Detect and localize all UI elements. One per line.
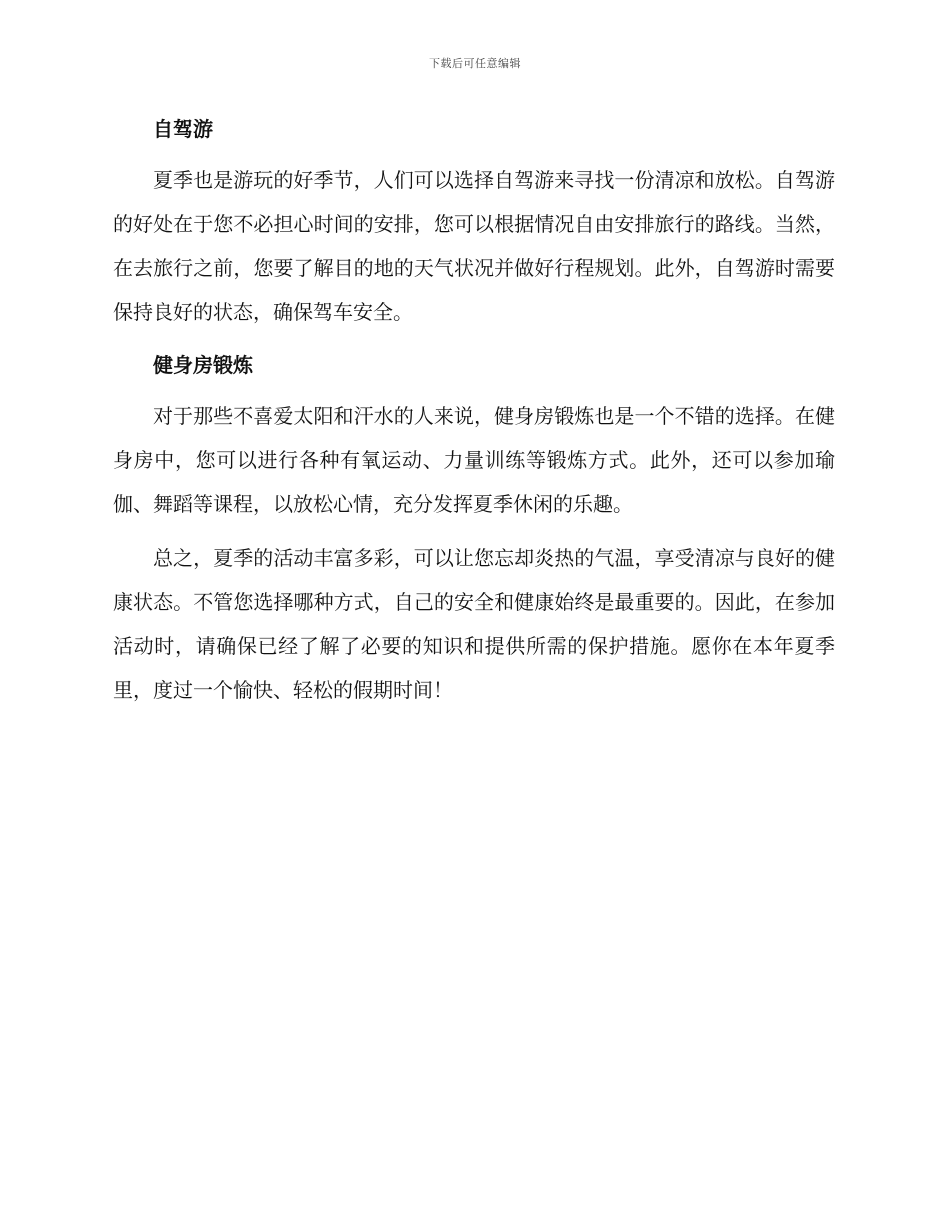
document-body	[113, 108, 835, 722]
header-note: 下载后可任意编辑	[429, 57, 521, 70]
paragraph-self-drive: 夏季也是游玩的好季节，人们可以选择自驾游来寻找一份清凉和放松。自驾游的好处在于您不必担心时间的安排，您可以根据情况自由安排旅行的路线。当然，在去旅行之前，您要了解目的地的天气状况并做好行程规划。此外，自驾游时需要保持良好的状态，确保驾车安全。	[113, 168, 835, 324]
paragraph-gym: 对于那些不喜爱太阳和汗水的人来说，健身房锻炼也是一个不错的选择。在健身房中，您可以进行各种有氧运动、力量训练等锻炼方式。此外，还可以参加瑜伽、舞蹈等课程，以放松心情，充分发挥夏季休闲的乐趣。	[113, 404, 835, 516]
section-heading-self-drive: 自驾游	[153, 117, 213, 141]
paragraph-conclusion: 总之，夏季的活动丰富多彩，可以让您忘却炎热的气温，享受清凉与良好的健康状态。不管您选择哪种方式，自己的安全和健康始终是最重要的。因此，在参加活动时，请确保已经了解了必要的知识和提供所需的保护措施。愿你在本年夏季里，度过一个愉快、轻松的假期时间！	[113, 546, 835, 702]
section-heading-gym: 健身房锻炼	[153, 353, 253, 377]
